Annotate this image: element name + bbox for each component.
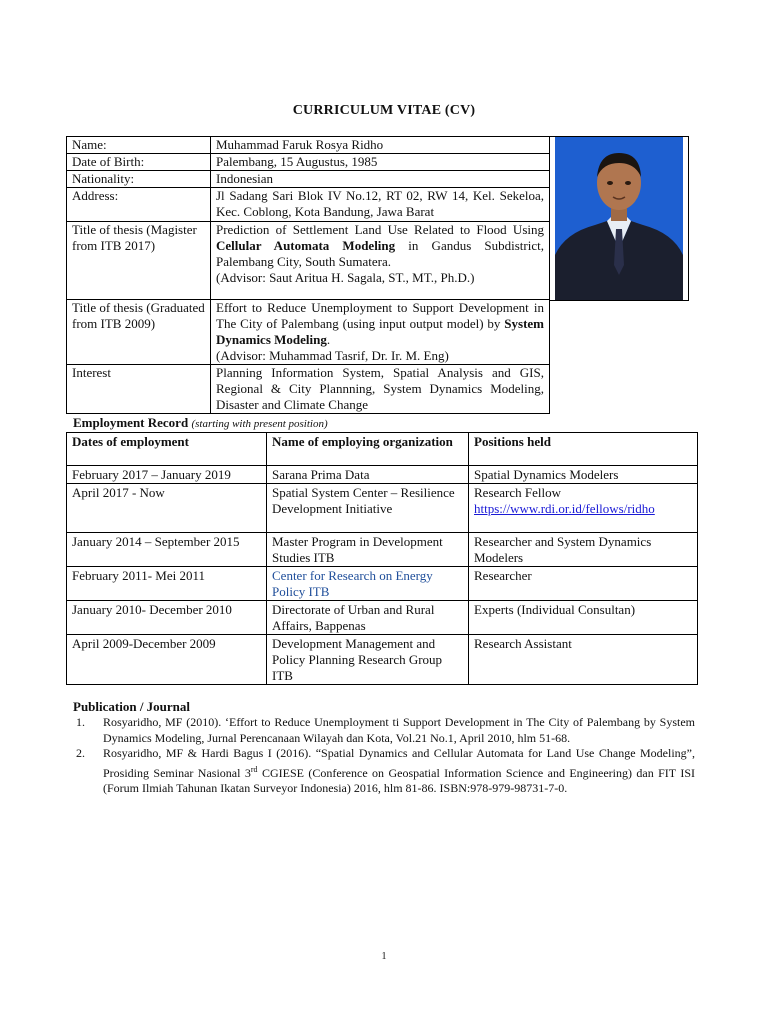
document-title: CURRICULUM VITAE (CV) <box>292 103 476 118</box>
thesis-graduate-advisor: (Advisor: Muhammad Tasrif, Dr. Ir. M. Eng) <box>216 348 449 363</box>
row-organization: Spatial System Center – Resilience Development Initiative <box>267 484 469 533</box>
table-row <box>67 567 698 601</box>
interest-label: Interest <box>67 365 211 414</box>
list-item <box>73 746 695 797</box>
list-item <box>73 715 695 746</box>
table-row <box>67 635 698 685</box>
row-dates: April 2009-December 2009 <box>67 635 267 685</box>
row-organization: Development Management and Policy Planning Research Group ITB <box>267 635 469 685</box>
publication-text-a: Rosyaridho, MF & Hardi Bagus I (2016). “Spatial Dynamics and Cellular Automata for Land Use Change Modeling”, Prosiding Seminar Nasional 3 <box>103 746 695 780</box>
portrait-image <box>555 137 683 300</box>
thesis-magister-title-b: in Gandus Subdistrict, Palembang City, South Sumatera. <box>216 238 544 269</box>
thesis-graduate-title-b: . <box>326 332 331 347</box>
nationality-value: Indonesian <box>211 171 550 188</box>
row-dates: January 2010- December 2010 <box>67 601 267 635</box>
row-organization: Sarana Prima Data <box>267 466 469 484</box>
row-position: Research Assistant <box>469 635 698 685</box>
col-header-organization: Name of employing organization <box>267 433 469 466</box>
row-position <box>469 484 698 533</box>
position-text: Research Fellow <box>474 485 562 500</box>
table-row <box>67 484 698 533</box>
dob-value: Palembang, 15 Augustus, 1985 <box>211 154 550 171</box>
name-value: Muhammad Faruk Rosya Ridho <box>211 137 550 154</box>
row-dates: February 2011- Mei 2011 <box>67 567 267 601</box>
item-number: 2. <box>76 746 85 760</box>
thesis-magister-label: Title of thesis (Magister from ITB 2017) <box>67 222 211 300</box>
row-dates: February 2017 – January 2019 <box>67 466 267 484</box>
row-dates: April 2017 - Now <box>67 484 267 533</box>
thesis-graduate-value <box>211 300 550 365</box>
address-value: Jl Sadang Sari Blok IV No.12, RT 02, RW 14, Kel. Sekeloa, Kec. Coblong, Kota Bandung, Jawa Barat <box>211 188 550 222</box>
row-organization: Master Program in Development Studies ITB <box>267 533 469 567</box>
thesis-graduate-method: System Dynamics Modeling <box>216 316 545 347</box>
nationality-label: Nationality: <box>67 171 211 188</box>
employment-table <box>66 432 698 685</box>
table-row <box>67 601 698 635</box>
publication-text-b: CGIESE (Conference on Geospatial Information Science and Engineering) dan FIT ISI (Forum Ilmiah Tahunan Ikatan Surveyor Indonesia) 2016, hlm 81-86. ISBN:978-979-98731-7-0. <box>103 765 695 795</box>
ordinal-suffix: rd <box>250 764 258 774</box>
row-position: Researcher and System Dynamics Modelers <box>469 533 698 567</box>
publication-list <box>73 715 695 797</box>
thesis-magister-value <box>211 222 550 300</box>
name-label: Name: <box>67 137 211 154</box>
col-header-positions: Positions held <box>469 433 698 466</box>
row-position: Spatial Dynamics Modelers <box>469 466 698 484</box>
row-position: Researcher <box>469 567 698 601</box>
row-dates: January 2014 – September 2015 <box>67 533 267 567</box>
table-row <box>67 466 698 484</box>
item-number: 1. <box>76 715 85 729</box>
dob-label: Date of Birth: <box>67 154 211 171</box>
col-header-dates: Dates of employment <box>67 433 267 466</box>
publication-heading: Publication / Journal <box>73 699 191 714</box>
profile-photo <box>549 136 689 301</box>
row-organization: Center for Research on Energy Policy ITB <box>267 567 469 601</box>
employment-heading-text: Employment Record <box>73 415 189 430</box>
employment-heading <box>73 415 328 431</box>
thesis-graduate-label: Title of thesis (Graduated from ITB 2009) <box>67 300 211 365</box>
address-label: Address: <box>67 188 211 222</box>
table-row <box>67 533 698 567</box>
row-organization: Directorate of Urban and Rural Affairs, Bappenas <box>267 601 469 635</box>
thesis-graduate-title-a: Effort to Reduce Unemployment to Support Development in The City of Palembang (using input output model) by <box>216 300 544 331</box>
thesis-magister-method: Cellular Automata Modeling <box>216 238 396 253</box>
row-position: Experts (Individual Consultan) <box>469 601 698 635</box>
page-number: 1 <box>381 951 387 962</box>
employment-heading-sub: (starting with present position) <box>191 418 328 430</box>
publication-text: Rosyaridho, MF (2010). ‘Effort to Reduce Unemployment ti Support Development in The City of Palembang by System Dynamics Modeling, Jurnal Perencanaan Wilayah dan Kota, Vol.21 No.1, April 2010, hlm 51-68. <box>103 715 695 745</box>
personal-info-table <box>66 136 550 414</box>
thesis-magister-advisor: (Advisor: Saut Aritua H. Sagala, ST., MT., Ph.D.) <box>216 270 475 285</box>
fellow-profile-link[interactable]: https://www.rdi.or.id/fellows/ridho <box>474 501 655 516</box>
thesis-magister-title-a: Prediction of Settlement Land Use Related to Flood Using <box>216 222 544 237</box>
interest-value: Planning Information System, Spatial Analysis and GIS, Regional & City Plannning, System Dynamics Modeling, Disaster and Climate Change <box>211 365 550 414</box>
